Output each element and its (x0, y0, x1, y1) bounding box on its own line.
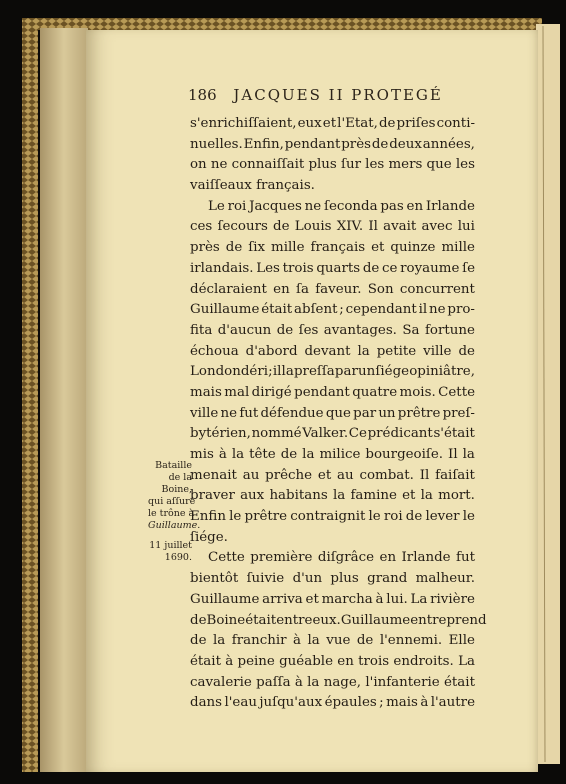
margin-note-line: de la (168, 472, 192, 483)
text-line: échoua d'abord devant la petite ville de (190, 343, 475, 359)
text-line: bytérien, nommé Valker. Ce prédicant s'était (190, 426, 475, 442)
body-text (190, 114, 487, 714)
text-line: était à peine guéable en trois endroits. La (190, 653, 475, 669)
text-line: cavalerie paſſa à la nage, l'infanterie était (190, 674, 475, 690)
text-line: vaiſſeaux français. (190, 178, 315, 194)
margin-note (148, 460, 201, 564)
margin-note-line: Boine, (161, 484, 192, 495)
margin-note-line: Bataille (155, 460, 192, 471)
margin-note-date: 11 juillet (149, 540, 192, 551)
text-line: Le roi Jacques ne ſeconda pas en Irlande (208, 198, 475, 214)
text-line: irlandais. Les trois quarts de ce royaume ſe (190, 260, 475, 276)
text-line: mais mal dirigé pendant quatre mois. Cette (190, 384, 475, 400)
margin-note-line: le trône à (148, 508, 195, 519)
cover-left-edge (22, 18, 38, 772)
text-line: s'enrichiſſaient, eux et l'Etat, de priſes conti- (190, 116, 475, 131)
right-page-edge (536, 24, 560, 764)
running-title: JACQUES II PROTEGÉ (233, 86, 443, 104)
text-line: Enfin le prêtre contraignit le roi de lever le (190, 509, 475, 525)
cover-top-edge (22, 18, 542, 30)
text-line: Guillaume arriva et marcha à lui. La rivière (190, 591, 475, 607)
running-header (188, 86, 448, 104)
text-line: fita d'aucun de ſes avantages. Sa fortune (190, 322, 475, 338)
text-line: près de ſix mille français et quinze mille (190, 240, 475, 256)
text-line: braver aux habitans la famine et la mort. (190, 488, 475, 504)
margin-note-gap (148, 532, 192, 540)
text-line: Londondéri ; il la preſſa par un ſiége opiniâtre, (190, 364, 475, 380)
text-line: ville ne fut défendue que par un prêtre preſ- (190, 405, 475, 421)
text-line: de la franchir à la vue de l'ennemi. Elle (190, 633, 475, 649)
margin-note-line: Guillaume. (148, 520, 201, 531)
text-line: dans l'eau juſqu'aux épaules ; mais à l'autre (190, 695, 475, 711)
page-number: 186 (188, 86, 217, 104)
text-line: bientôt ſuivie d'un plus grand malheur. (190, 571, 475, 587)
text-line: mis à la tête de la milice bourgeoiſe. Il la (190, 447, 475, 462)
text-line: ſiége. (190, 529, 228, 545)
text-line: Guillaume était abſent ; cependant il ne pro- (190, 302, 475, 318)
text-line: déclaraient en ſa faveur. Son concurrent (190, 281, 475, 297)
text-line: nuelles. Enfin, pendant près de deux années, (190, 136, 475, 152)
text-line: menait au prêche et au combat. Il faiſait (190, 467, 475, 483)
text-line: de Boine était entre eux. Guillaume entreprend (190, 612, 487, 628)
text-line: on ne connaiſſait plus ſur les mers que les (190, 157, 475, 173)
page-stack-edges (40, 28, 88, 772)
margin-note-line: qui aſſure (148, 496, 196, 507)
margin-note-date: 1690. (164, 552, 192, 563)
text-line: Cette première diſgrâce en Irlande fut (208, 550, 475, 566)
text-line: ces ſecours de Louis XIV. Il avait avec lui (190, 219, 475, 235)
